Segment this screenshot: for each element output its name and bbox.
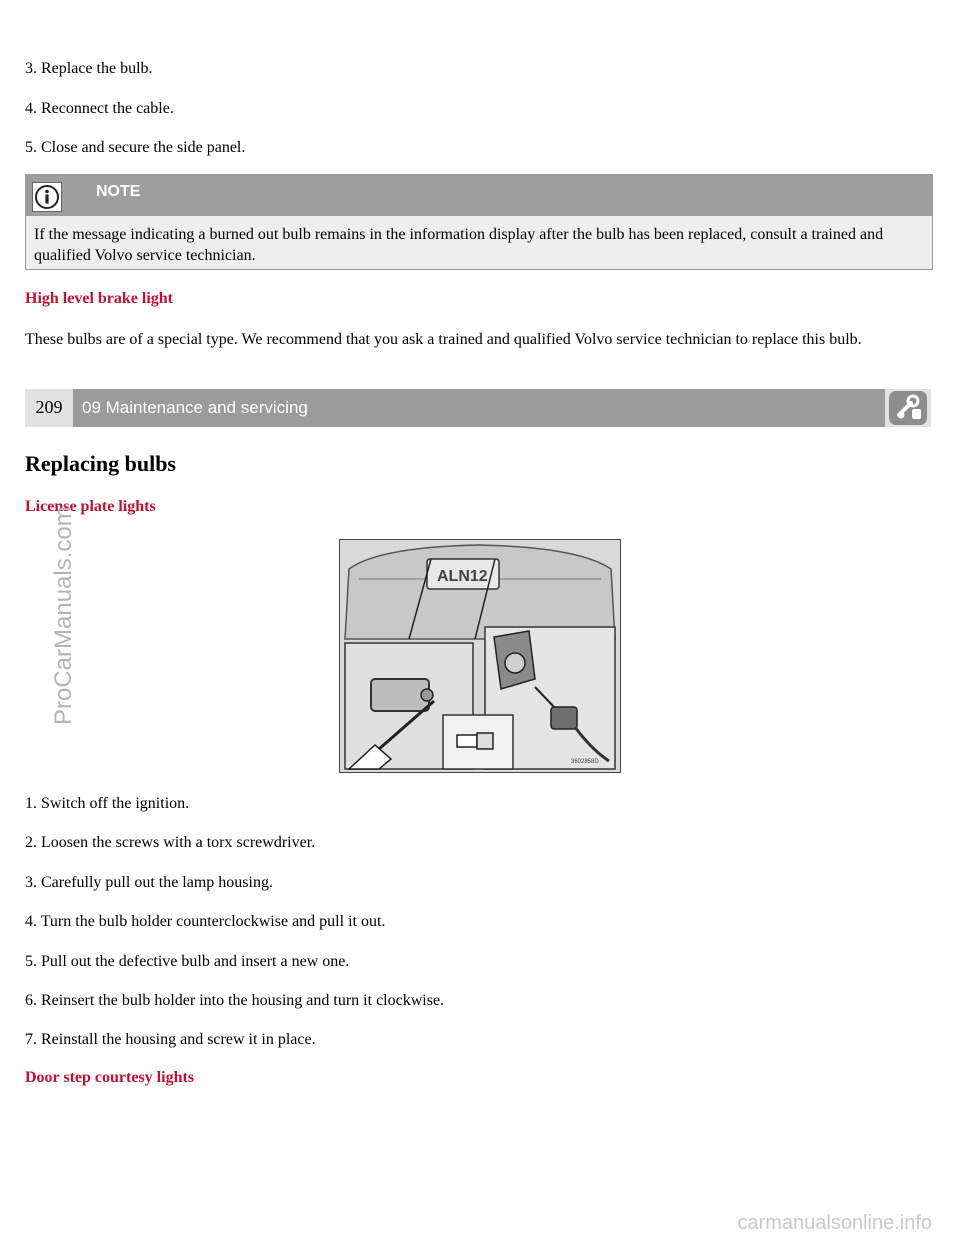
wrench-icon (885, 389, 931, 427)
side-watermark (20, 480, 77, 740)
section-bar (25, 389, 931, 427)
side-watermark-text: ProCarManuals.com (50, 506, 77, 725)
heading-replacing-bulbs: Replacing bulbs (25, 451, 176, 476)
lp-step-7: 7. Reinstall the housing and screw it in place. (25, 1031, 316, 1048)
figure-plate-text: ALN12 (437, 568, 488, 585)
note-title: NOTE (96, 183, 141, 200)
heading-license-plate-lights: License plate lights (25, 498, 156, 515)
brake-light-text: These bulbs are of a special type. We recommend that you ask a trained and qualified Volvo service technician to replace this bulb. (25, 331, 862, 348)
lp-step-4: 4. Turn the bulb holder counterclockwise and pull it out. (25, 913, 386, 930)
lp-step-1: 1. Switch off the ignition. (25, 795, 190, 812)
heading-high-level-brake-light: High level brake light (25, 290, 173, 307)
heading-door-step-courtesy-lights: Door step courtesy lights (25, 1069, 195, 1086)
lp-step-2: 2. Loosen the screws with a torx screwdriver. (25, 834, 316, 851)
section-title: 09 Maintenance and servicing (82, 398, 308, 417)
figure-code: 3602858D (571, 759, 599, 765)
lp-step-6: 6. Reinsert the bulb holder into the housing and turn it clockwise. (25, 992, 445, 1009)
step-3-replace-bulb: 3. Replace the bulb. (25, 60, 153, 77)
note-text: If the message indicating a burned out bulb remains in the information display after the bulb has been replaced, consult a trained and qualified Volvo service technician. (34, 226, 884, 264)
note-header (26, 175, 932, 216)
lp-step-5: 5. Pull out the defective bulb and insert a new one. (25, 953, 350, 970)
info-icon (32, 182, 62, 212)
step-4-reconnect-cable: 4. Reconnect the cable. (25, 100, 174, 117)
license-plate-light-figure (339, 539, 621, 773)
step-5-close-panel: 5. Close and secure the side panel. (25, 139, 246, 156)
lp-step-3: 3. Carefully pull out the lamp housing. (25, 874, 273, 891)
page-number: 209 (25, 389, 73, 427)
note-box (25, 174, 933, 270)
footer-watermark: carmanualsonline.info (737, 1212, 932, 1234)
